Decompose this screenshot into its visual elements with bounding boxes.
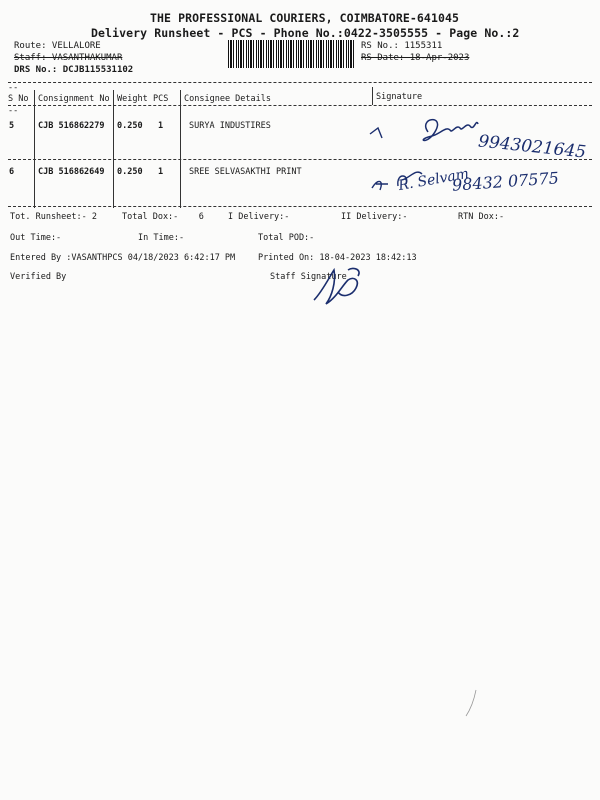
table-cell-consignment: CJB 516862279	[38, 121, 105, 131]
col-header-sno: S No	[8, 94, 29, 104]
route-label: Route: VELLALORE	[14, 41, 101, 51]
col-header-signature: Signature	[376, 92, 423, 102]
dash-mark: --	[8, 106, 19, 116]
drs-number: DRS No.: DCJB115531102	[14, 65, 134, 75]
handwritten-name-2: R. Selvam	[397, 165, 471, 195]
in-time: In Time:-	[138, 233, 185, 243]
verified-by: Verified By	[10, 272, 67, 282]
out-time: Out Time:-	[10, 233, 62, 243]
dash-mark: --	[8, 83, 19, 93]
staff-signature-scribble	[308, 262, 368, 312]
table-cell-consignee: SURYA INDUSTIRES	[189, 121, 271, 131]
company-title: THE PROFESSIONAL COURIERS, COIMBATORE-641045	[150, 11, 460, 25]
ii-delivery: II Delivery:-	[341, 212, 408, 222]
col-header-consignment: Consignment No	[38, 94, 110, 104]
table-cell-weight: 0.250	[117, 121, 143, 131]
table-top-rule	[8, 82, 592, 83]
col-header-weight: Weight	[117, 94, 148, 104]
col-header-pcs: PCS	[153, 94, 169, 104]
col-separator	[34, 90, 35, 208]
i-delivery: I Delivery:-	[228, 212, 290, 222]
table-cell-pcs: 1	[158, 121, 164, 131]
table-cell-weight: 0.250	[117, 167, 143, 177]
printed-on: Printed On: 18-04-2023 18:42:13	[258, 253, 417, 263]
table-bottom-rule	[8, 206, 592, 207]
table-cell-consignee: SREE SELVASAKTHI PRINT	[189, 167, 302, 177]
table-cell-sno: 5	[9, 121, 15, 131]
staff-signature-label: Staff Signature	[270, 272, 347, 282]
col-header-consignee: Consignee Details	[184, 94, 271, 104]
entered-by: Entered By :VASANTHPCS 04/18/2023 6:42:17 PM	[10, 253, 236, 263]
rs-date: RS Date: 18-Apr-2023	[361, 53, 470, 63]
header-bottom-rule	[8, 105, 592, 106]
runsheet-title: Delivery Runsheet - PCS - Phone No.:0422-3505555 - Page No.:2	[91, 26, 520, 40]
handwritten-phone-2: 98432 07575	[451, 168, 560, 195]
tot-runsheet: Tot. Runsheet:- 2	[10, 212, 97, 222]
barcode	[228, 40, 354, 68]
scan-mark	[462, 688, 482, 718]
col-separator	[372, 87, 373, 105]
total-pod: Total POD:-	[258, 233, 315, 243]
col-separator	[113, 90, 114, 208]
total-dox: Total Dox:- 6	[122, 212, 204, 222]
table-cell-consignment: CJB 516862649	[38, 167, 105, 177]
staff-label: Staff: VASANTHAKUMAR	[14, 53, 123, 63]
handwritten-phone-1: 9943021645	[477, 131, 587, 163]
table-cell-sno: 6	[9, 167, 15, 177]
rs-number: RS No.: 1155311	[361, 41, 443, 51]
table-cell-pcs: 1	[158, 167, 164, 177]
rtn-dox: RTN Dox:-	[458, 212, 505, 222]
col-separator	[180, 90, 181, 208]
